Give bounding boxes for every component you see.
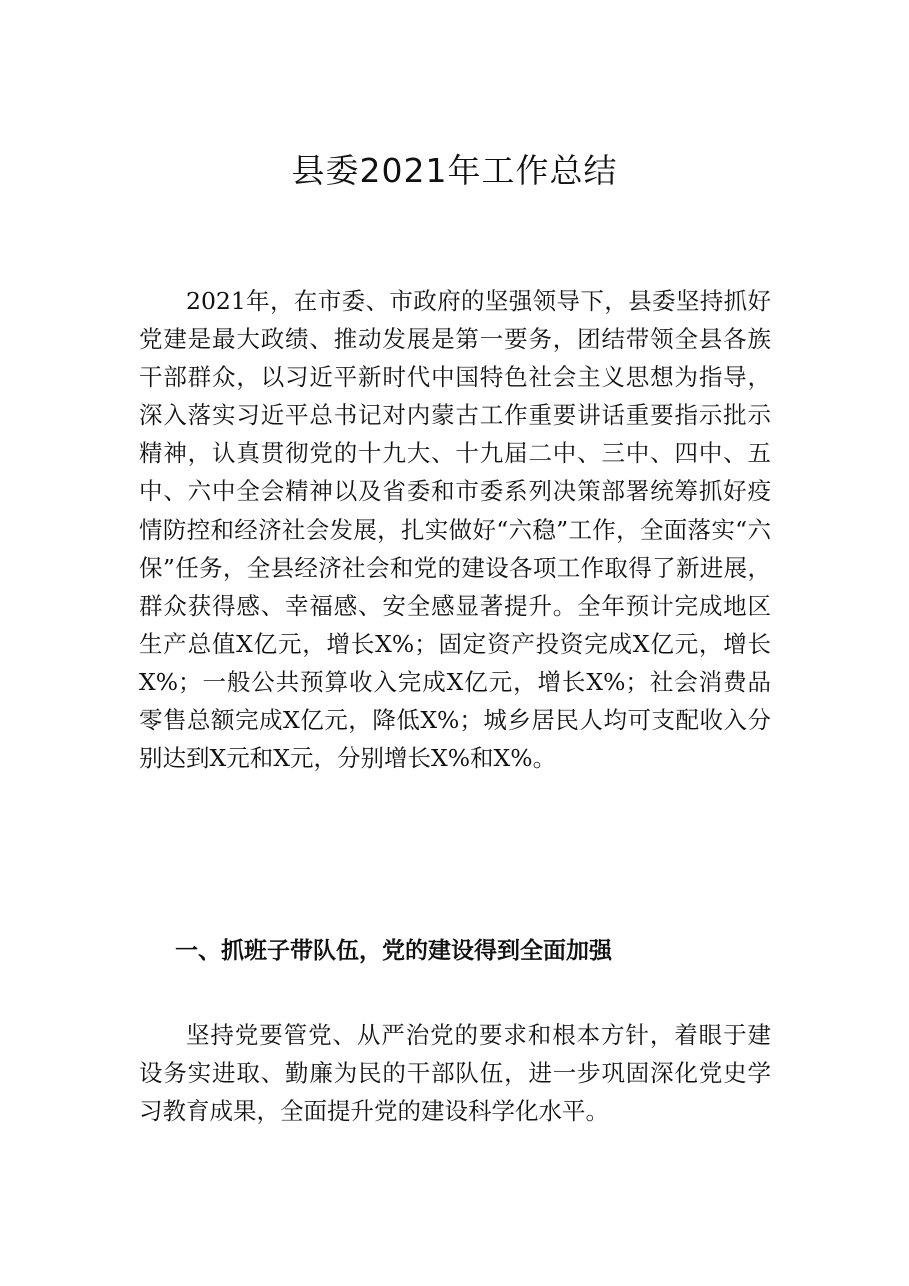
section-1-paragraph: 坚持党要管党、从严治党的要求和根本方针，着眼于建设务实进取、勤廉为民的干部队伍，进一步巩固深化党史学习教育成果，全面提升党的建设科学化水平。: [139, 1021, 771, 1126]
document-title: 县委2021年工作总结: [291, 151, 618, 190]
section-heading-1: 一、抓班子带队伍，党的建设得到全面加强: [175, 938, 612, 964]
intro-paragraph: 2021年，在市委、市政府的坚强领导下，县委坚持抓好党建是最大政绩、推动发展是第一要务，团结带领全县各族干部群众，以习近平新时代中国特色社会主义思想为指导，深入落实习近平总书记对内蒙古工作重要讲话重要指示批示精神，认真贯彻党的十九大、十九届二中、三中、四中、五中、六中全会精神以及省委和市委系列决策部署统筹抓好疫情防控和经济社会发展，扎实做好“六稳”工作，全面落实“六保”任务，全县经济社会和党的建设各项工作取得了新进展，群众获得感、幸福感、安全感显著提升。全年预计完成地区生产总值X亿元，增长X%；固定资产投资完成X亿元，增长X%；一般公共预算收入完成X亿元，增长X%；社会消费品零售总额完成X亿元，降低X%；城乡居民人均可支配收入分别达到X元和X元，分别增长X%和X%。: [139, 287, 771, 773]
